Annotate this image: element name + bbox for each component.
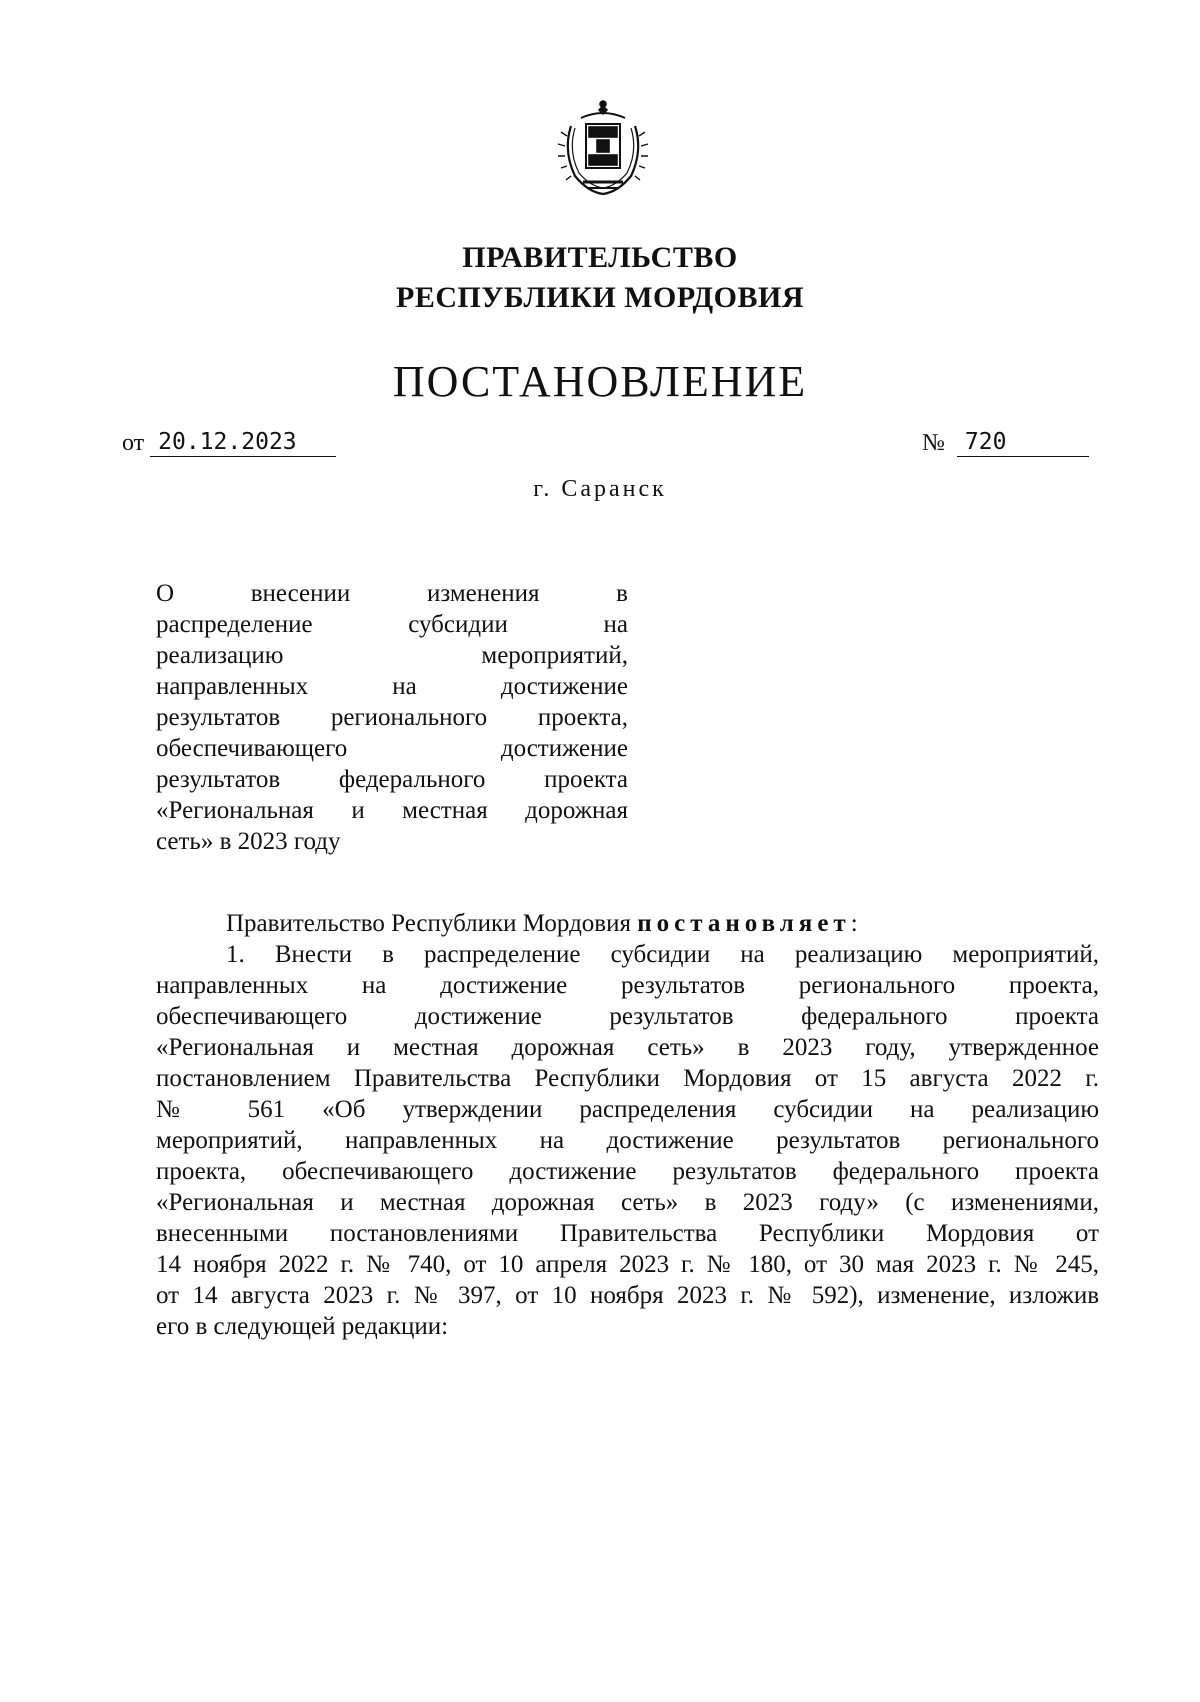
body-line: 14 ноября 2022 г. № 740, от 10 апреля 2023 г. № 180, от 30 мая 2023 г. № 245, bbox=[156, 1251, 1099, 1278]
document-type-title: ПОСТАНОВЛЕНИЕ bbox=[392, 357, 808, 406]
date-value: 20.12.2023 bbox=[150, 428, 336, 457]
subject-line: обеспечивающего достижение bbox=[156, 735, 628, 762]
body-line: его в следующей редакции: bbox=[156, 1313, 449, 1340]
org-title-line-1: ПРАВИТЕЛЬСТВО bbox=[462, 241, 738, 274]
subject-line: сеть» в 2023 году bbox=[156, 828, 341, 855]
document-date bbox=[122, 428, 336, 468]
body-line: мероприятий, направленных на достижение результатов регионального bbox=[156, 1127, 1099, 1154]
coat-of-arms-emblem bbox=[553, 96, 653, 200]
body-line: постановлением Правительства Республики Мордовия от 15 августа 2022 г. bbox=[156, 1065, 1099, 1092]
document-number bbox=[922, 428, 1089, 468]
body-line: обеспечивающего достижение результатов федерального проекта bbox=[156, 1003, 1099, 1030]
date-prefix: от bbox=[122, 430, 145, 456]
body-line: 1. Внести в распределение субсидии на реализацию мероприятий, bbox=[226, 941, 1099, 968]
subject-line: результатов регионального проекта, bbox=[156, 704, 628, 731]
subject-line: «Региональная и местная дорожная bbox=[156, 797, 628, 824]
subject-line: распределение субсидии на bbox=[156, 611, 628, 638]
subject-line: направленных на достижение bbox=[156, 673, 628, 700]
number-value: 720 bbox=[957, 428, 1089, 457]
number-prefix: № bbox=[922, 430, 945, 456]
city-name: г. Саранск bbox=[533, 476, 667, 502]
lead-text: Правительство Республики Мордовия bbox=[226, 910, 638, 937]
document-body bbox=[156, 908, 1099, 1342]
body-line: внесенными постановлениями Правительства Республики Мордовия от bbox=[156, 1220, 1099, 1247]
subject-line: результатов федерального проекта bbox=[156, 766, 628, 793]
body-lead-line bbox=[156, 908, 1099, 939]
lead-colon: : bbox=[850, 910, 858, 937]
body-line: «Региональная и местная дорожная сеть» в 2023 году» (с изменениями, bbox=[156, 1189, 1099, 1216]
subject-line: реализацию мероприятий, bbox=[156, 642, 628, 669]
document-subject bbox=[156, 578, 628, 857]
lead-resolves-word: постановляет bbox=[637, 910, 851, 937]
body-line: направленных на достижение результатов регионального проекта, bbox=[156, 972, 1099, 999]
body-line: от 14 августа 2023 г. № 397, от 10 ноября 2023 г. № 592), изменение, изложив bbox=[156, 1282, 1099, 1309]
body-line: № 561 «Об утверждении распределения субсидии на реализацию bbox=[156, 1096, 1099, 1123]
org-title-line-2: РЕСПУБЛИКИ МОРДОВИЯ bbox=[396, 281, 804, 314]
body-line: «Региональная и местная дорожная сеть» в 2023 году, утвержденное bbox=[156, 1034, 1099, 1061]
body-line: проекта, обеспечивающего достижение результатов федерального проекта bbox=[156, 1158, 1099, 1185]
subject-line: О внесении изменения в bbox=[156, 580, 628, 607]
organization-title bbox=[0, 238, 1200, 318]
